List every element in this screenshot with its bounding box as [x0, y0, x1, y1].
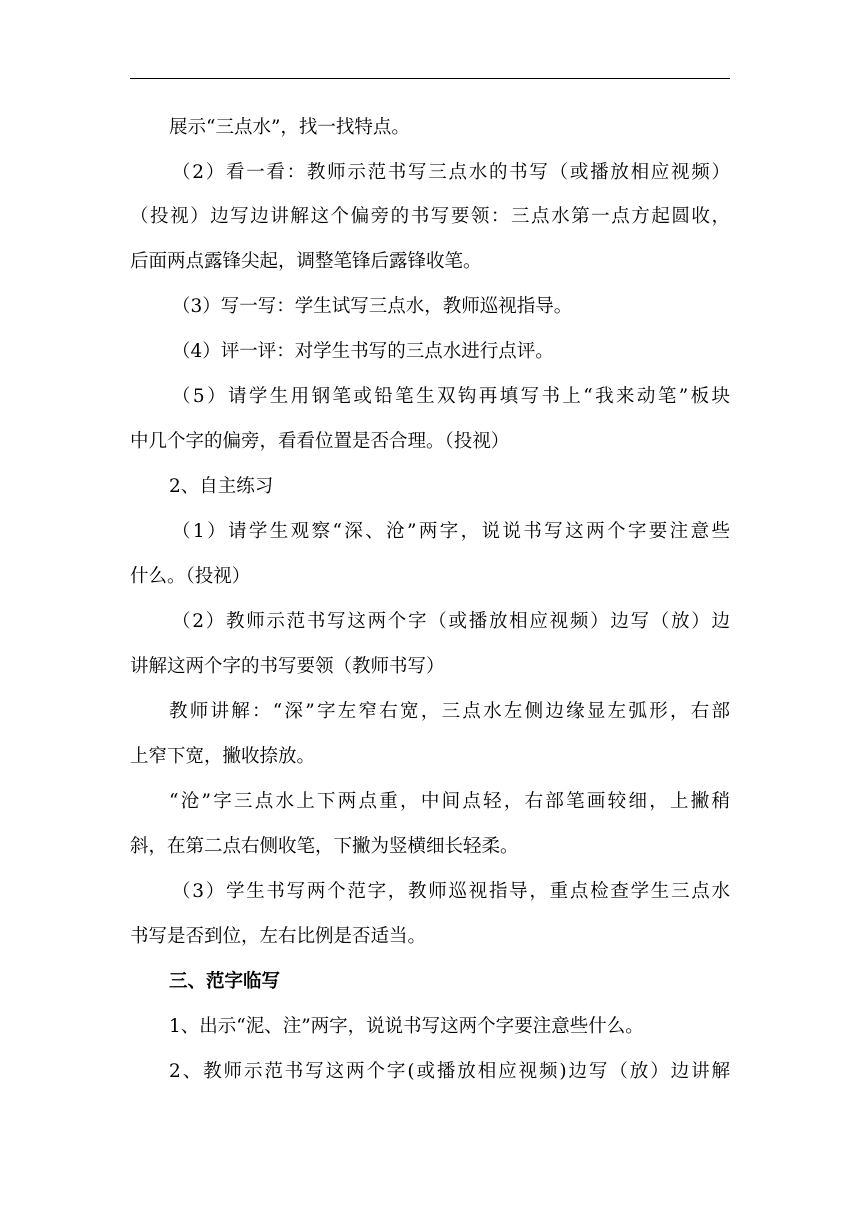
- paragraph-line: 展示“三点水”，找一找特点。: [169, 117, 410, 138]
- paragraph-line: 1、出示“泥、注”两字，说说书写这两个字要注意些什么。: [169, 1016, 644, 1037]
- paragraph-line: （3）写一写：学生试写三点水，教师巡视指导。: [172, 296, 573, 317]
- paragraph-line: “沧”字三点水上下两点重，中间点轻，右部笔画较细，上撇稍: [169, 791, 730, 812]
- paragraph-line: 书写是否到位，左右比例是否适当。: [130, 926, 427, 947]
- paragraph-line: 斜，在第二点右侧收笔，下撇为竖横细长轻柔。: [130, 836, 519, 857]
- paragraph-line: 教师讲解：“深”字左窄右宽，三点水左侧边缘显左弧形，右部: [169, 701, 730, 722]
- section-heading: 三、范字临写: [169, 971, 281, 992]
- paragraph-line: （5）请学生用钢笔或铅笔生双钩再填写书上“我来动笔”板块: [172, 386, 730, 407]
- header-rule: [130, 78, 730, 79]
- paragraph-line: 上窄下宽，撇收捺放。: [130, 746, 316, 767]
- section-heading: 2、自主练习: [169, 476, 274, 497]
- paragraph-line: （1）请学生观察“深、沧”两字，说说书写这两个字要注意些: [172, 521, 730, 542]
- paragraph-line: 2、教师示范书写这两个字(或播放相应视频)边写（放）边讲解: [169, 1061, 730, 1082]
- paragraph-line: （4）评一评：对学生书写的三点水进行点评。: [172, 341, 554, 362]
- paragraph-line: 讲解这两个字的书写要领（教师书写）: [130, 656, 445, 677]
- paragraph-line: （投视）边写边讲解这个偏旁的书写要领：三点水第一点方起圆收，: [130, 206, 730, 227]
- paragraph-line: （2）看一看：教师示范书写三点水的书写（或播放相应视频）: [172, 162, 730, 183]
- paragraph-line: 什么。（投视）: [130, 566, 251, 587]
- paragraph-line: （3）学生书写两个范字，教师巡视指导，重点检查学生三点水: [172, 881, 730, 902]
- paragraph-line: 后面两点露锋尖起，调整笔锋后露锋收笔。: [130, 251, 482, 272]
- paragraph-line: （2）教师示范书写这两个字（或播放相应视频）边写（放）边: [172, 611, 730, 632]
- paragraph-line: 中几个字的偏旁，看看位置是否合理。（投视）: [130, 431, 510, 452]
